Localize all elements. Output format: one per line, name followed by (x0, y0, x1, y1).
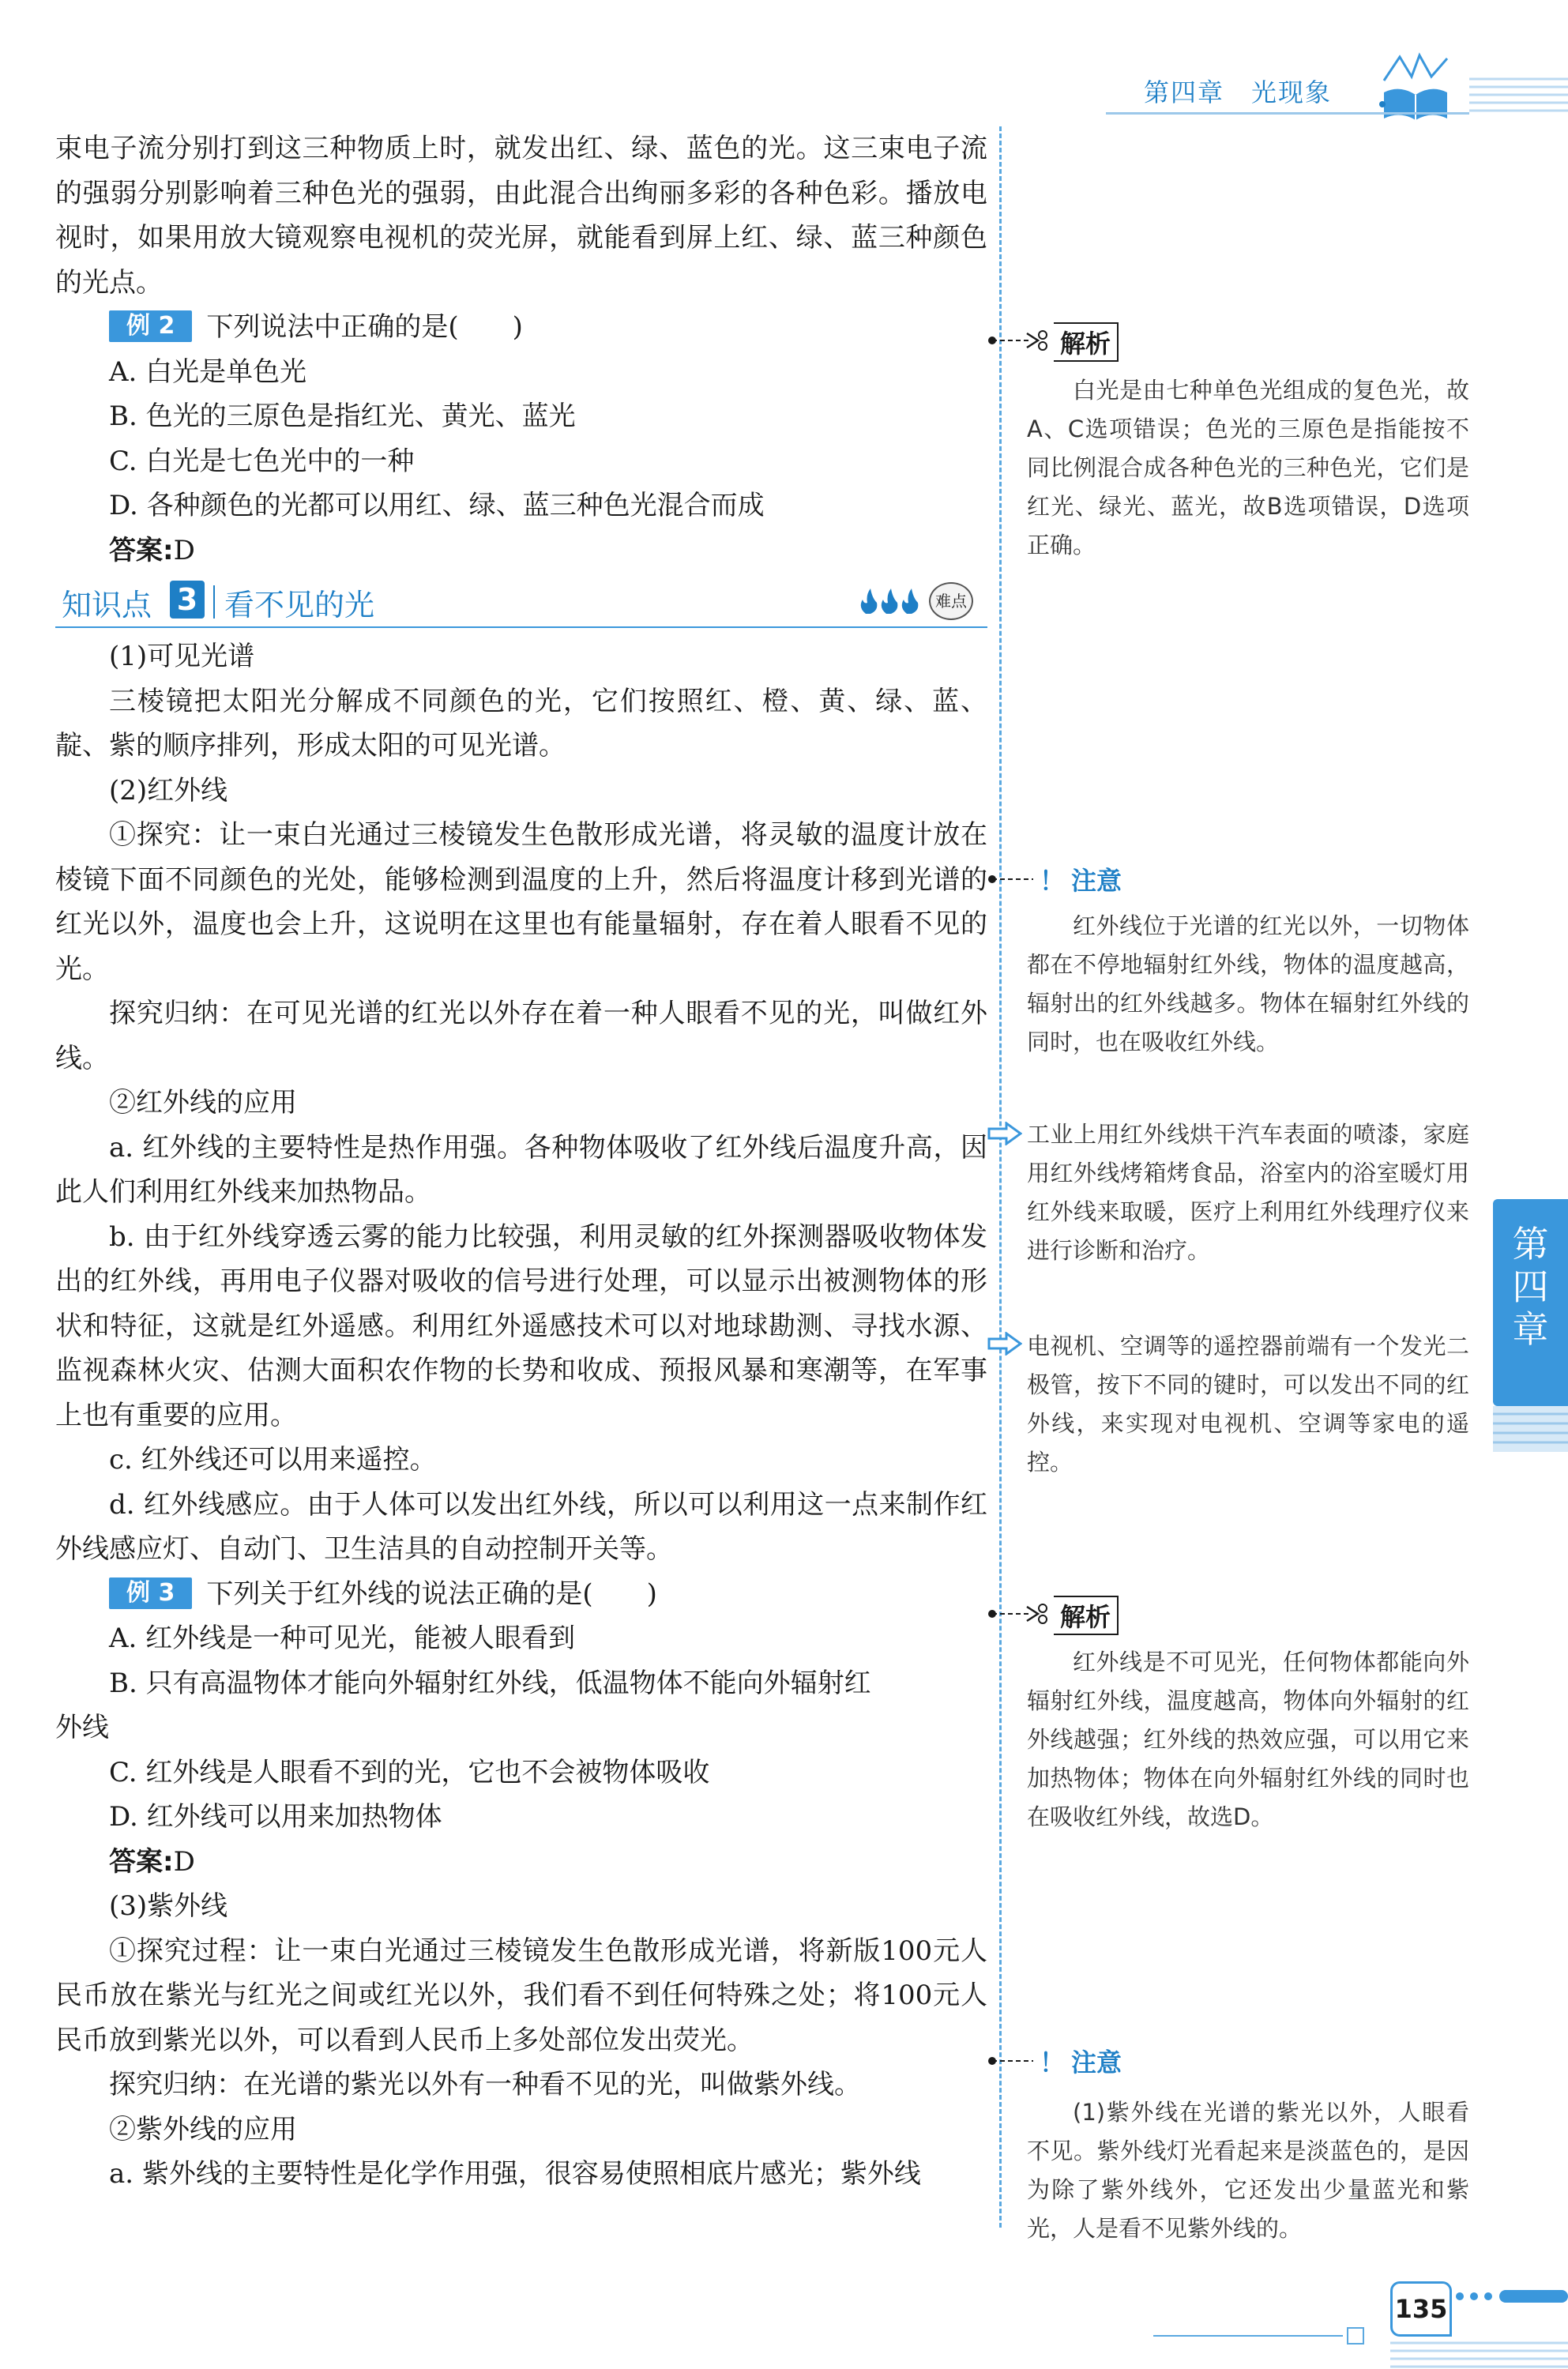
example-3-option-b: B. 只有高温物体才能向外辐射红外线，低温物体不能向外辐射红 外线 (55, 1667, 871, 1743)
section-2-application-c: c. 红外线还可以用来遥控。 (109, 1444, 437, 1476)
chapter-tab-char-1: 第 (1512, 1223, 1549, 1265)
page-number: 135 (1390, 2281, 1452, 2337)
footer-dots-icon (1453, 2287, 1568, 2306)
example-3-question: 例 3 下列关于红外线的说法正确的是( ) (55, 1572, 987, 1617)
note-1-tag: 注意 (1071, 866, 1122, 896)
arrow-right-icon (987, 1122, 1022, 1145)
section-2-application-heading: ②红外线的应用 (109, 1087, 297, 1119)
example-2-option-c: C. 白光是七色光中的一种 (109, 445, 415, 477)
section-2-heading: (2)红外线 (109, 774, 228, 807)
example-2-badge: 例 2 (109, 310, 192, 342)
knowledge-point-number: 3 (170, 581, 205, 619)
knowledge-point-title: 看不见的光 (224, 588, 375, 622)
section-2-summary: 探究归纳：在可见光谱的红光以外存在着一种人眼看不见的光，叫做红外线。 (55, 998, 987, 1074)
analysis-1-tag: 解析 (1054, 322, 1119, 362)
analysis-2-tag: 解析 (1054, 1596, 1119, 1635)
section-2-application-a: a. 红外线的主要特性是热作用强。各种物体吸收了红外线后温度升高，因此人们利用红外线来加热物品。 (55, 1131, 987, 1208)
difficulty-flame-icon (856, 585, 919, 617)
chapter-tab-char-2: 四 (1512, 1265, 1549, 1308)
section-1-heading: (1)可见光谱 (109, 641, 255, 672)
chapter-tab-stripes (1493, 1406, 1568, 1452)
note-4-tag: 注意 (1071, 2047, 1122, 2078)
analysis-2-text: 红外线是不可见光，任何物体都能向外辐射红外线，温度越高，物体向外辐射的红外线越强；红外线的热效应强，可以用它来加热物体；物体在向外辐射红外线的同时也在吸收红外线，故选D。 (1027, 1649, 1469, 1830)
example-3-option-a: A. 红外线是一种可见光，能被人眼看到 (109, 1623, 576, 1654)
dotted-pointer-icon (987, 2049, 1035, 2073)
note-1-text: 红外线位于光谱的红光以外，一切物体都在不停地辐射红外线，物体的温度越高，辐射出的红外线越多。物体在辐射红外线的同时，也在吸收红外线。 (1027, 912, 1469, 1055)
note-2-text: 工业上用红外线烘干汽车表面的喷漆，家庭用红外线烤箱烤食品，浴室内的浴室暖灯用红外线来取暖，医疗上利用红外线理疗仪来进行诊断和治疗。 (1027, 1121, 1469, 1264)
example-3-badge: 例 3 (109, 1577, 192, 1609)
header-decorative-stripes (1469, 73, 1568, 120)
header-rule (1106, 112, 1469, 115)
difficulty-badge: 难点 (929, 582, 973, 620)
note-4-text: (1)紫外线在光谱的紫光以外，人眼看不见。紫外线灯光看起来是淡蓝色的，是因为除了紫外线外，它还发出少量蓝光和紫光，人是看不见紫外线的。 (1027, 2099, 1469, 2242)
example-3-option-d: D. 红外线可以用来加热物体 (109, 1801, 442, 1833)
knowledge-point-separator (213, 585, 215, 619)
arrow-right-icon (987, 1332, 1022, 1356)
scissors-pointer-icon (987, 1602, 1051, 1626)
section-3-summary: 探究归纳：在光谱的紫光以外有一种看不见的光，叫做紫外线。 (109, 2069, 861, 2100)
section-2-application-b: b. 由于红外线穿透云雾的能力比较强，利用灵敏的红外探测器吸收物体发出的红外线，再用电子仪器对吸收的信号进行处理，可以显示出被测物体的形状和特征，这就是红外遥感。利用红外遥感技术可以对地球勘测、寻找水源、监视森林火灾、估测大面积农作物的长势和收成、预报风暴和寒潮等，在军事上也有重要的应用。 (55, 1220, 987, 1431)
example-2-question: 例 2 下列说法中正确的是( ) (55, 305, 987, 350)
footer-square-icon (1347, 2327, 1364, 2345)
example-2-answer: 答案:D (109, 534, 195, 566)
chapter-side-tab (1493, 1199, 1568, 1406)
chapter-tab-char-3: 章 (1512, 1308, 1549, 1351)
section-1-body: 三棱镜把太阳光分解成不同颜色的光，它们按照红、橙、黄、绿、蓝、靛、紫的顺序排列，形成太阳的可见光谱。 (55, 685, 987, 761)
main-column (55, 126, 987, 2197)
intro-paragraph: 束电子流分别打到这三种物质上时，就发出红、绿、蓝色的光。这三束电子流的强弱分别影响着三种色光的强弱，由此混合出绚丽多彩的各种色彩。播放电视时，如果用放大镜观察电视机的荧光屏，就能看到屏上红、绿、蓝三种颜色的光点。 (55, 133, 987, 299)
section-3-application-a: a. 紫外线的主要特性是化学作用强，很容易使照相底片感光；紫外线 (109, 2158, 921, 2190)
knowledge-point-header (55, 576, 987, 628)
note-4-exclamation-icon: ！ (1040, 2047, 1066, 2078)
column-divider (999, 126, 1002, 2228)
analysis-1-text: 白光是由七种单色光组成的复色光，故A、C选项错误；色光的三原色是指能按不同比例混合成各种色光的三种色光，它们是红光、绿光、蓝光，故B选项错误，D选项正确。 (1027, 377, 1469, 558)
section-3-explore: ①探究过程：让一束白光通过三棱镜发生色散形成光谱，将新版100元人民币放在紫光与红光之间或红光以外，我们看不到任何特殊之处；将100元人民币放到紫光以外，可以看到人民币上多处部位发出荧光。 (55, 1935, 987, 2056)
note-3-text: 电视机、空调等的遥控器前端有一个发光二极管，按下不同的键时，可以发出不同的红外线，来实现对电视机、空调等家电的遥控。 (1027, 1333, 1469, 1476)
knowledge-point-label: 知识点 (62, 588, 152, 622)
example-2-option-b: B. 色光的三原色是指红光、黄光、蓝光 (109, 400, 576, 432)
section-3-application-heading: ②紫外线的应用 (109, 2113, 297, 2145)
scissors-pointer-icon (987, 329, 1051, 352)
example-3-option-c: C. 红外线是人眼看不到的光，它也不会被物体吸收 (109, 1756, 710, 1788)
header-chapter-title: 第四章 光现象 (1144, 77, 1333, 107)
open-book-icon (1376, 49, 1455, 128)
example-2-option-d: D. 各种颜色的光都可以用红、绿、蓝三种色光混合而成 (109, 490, 765, 521)
note-1-exclamation-icon: ！ (1040, 866, 1066, 896)
example-2-option-a: A. 白光是单色光 (109, 355, 307, 388)
section-2-explore: ①探究：让一束白光通过三棱镜发生色散形成光谱，将灵敏的温度计放在棱镜下面不同颜色的光处，能够检测到温度的上升，然后将温度计移到光谱的红光以外，温度也会上升，这说明在这里也有能量辐射，存在着人眼看不见的光。 (55, 819, 987, 985)
dotted-pointer-icon (987, 867, 1035, 891)
footer-decorative-stripes (1390, 2338, 1568, 2369)
section-2-application-d: d. 红外线感应。由于人体可以发出红外线，所以可以利用这一点来制作红外线感应灯、自动门、卫生洁具的自动控制开关等。 (55, 1488, 987, 1565)
section-3-heading: (3)紫外线 (109, 1890, 228, 1922)
example-3-answer: 答案:D (109, 1845, 195, 1878)
footer-rule (1153, 2335, 1343, 2337)
